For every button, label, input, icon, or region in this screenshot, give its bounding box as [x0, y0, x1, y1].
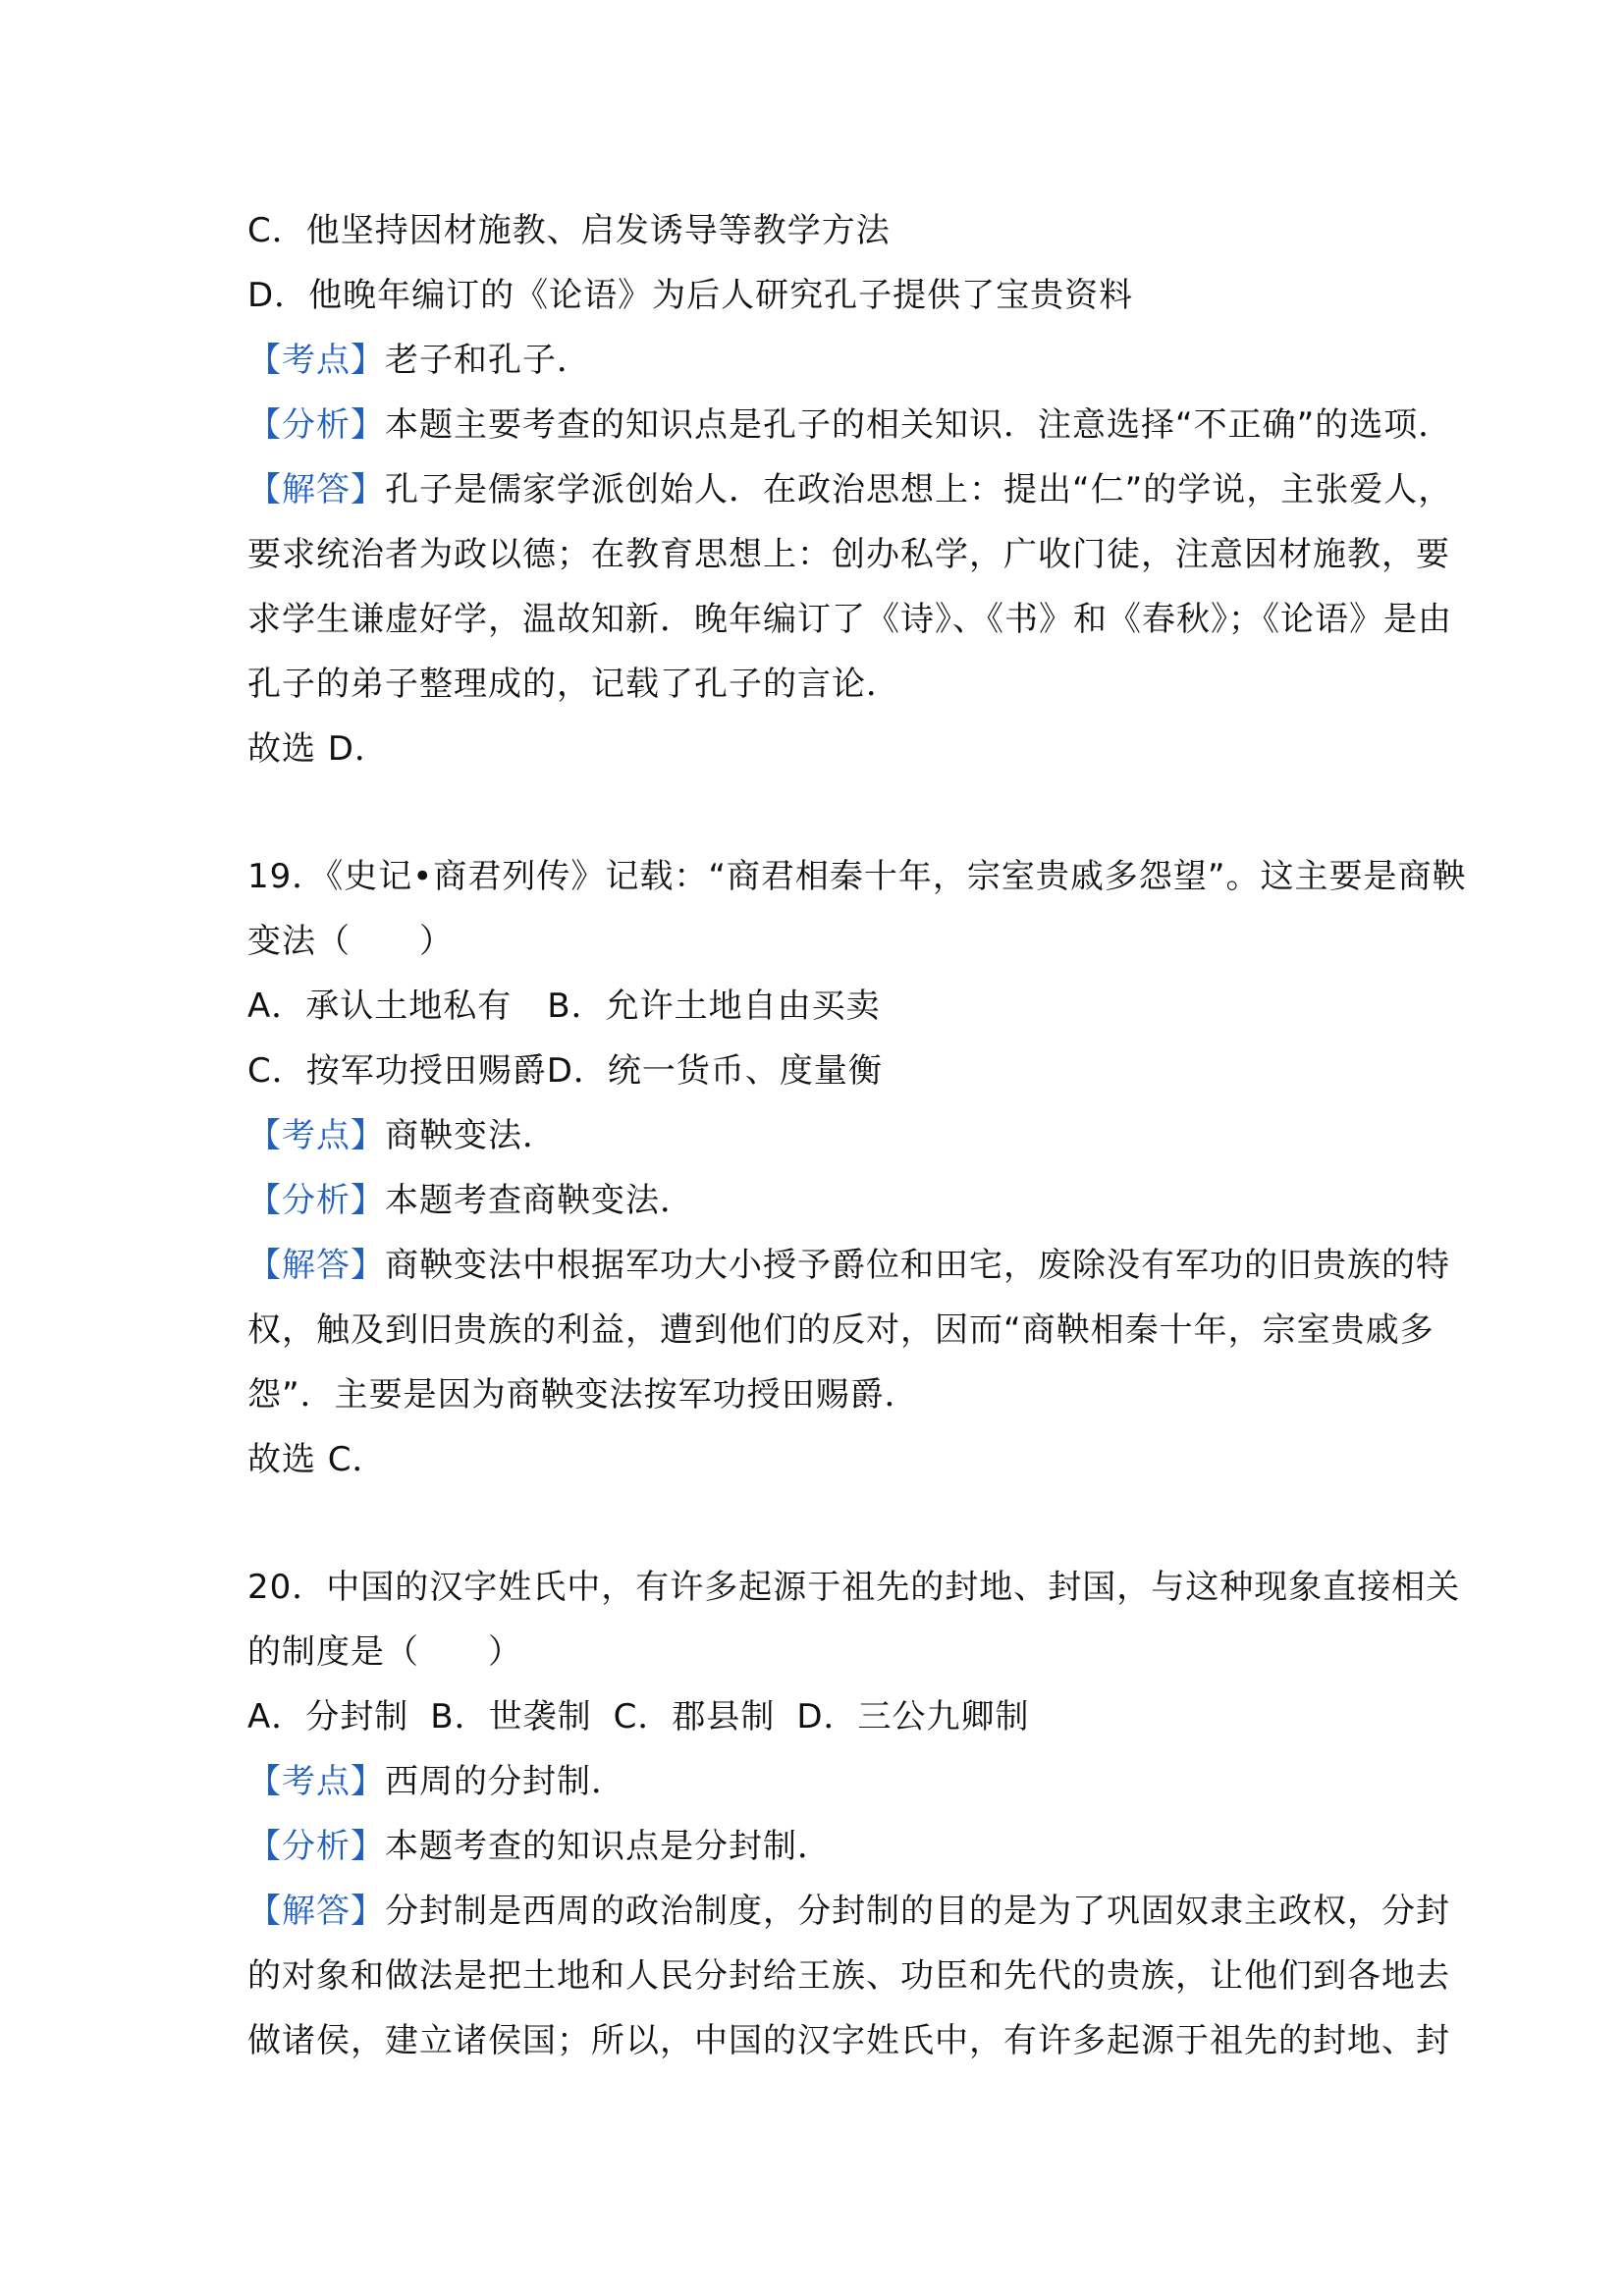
jieda-text: 孔子是儒家学派创始人．在政治思想上：提出“仁”的学说，主张爱人，: [385, 470, 1453, 509]
fenxi-tag: 【分析】: [247, 1827, 385, 1866]
fenxi-text: 本题主要考查的知识点是孔子的相关知识．注意选择“不正确”的选项．: [385, 405, 1453, 445]
q19-jieda-line-1: [247, 1236, 1450, 1301]
fenxi-text: 本题考查商鞅变法．: [385, 1181, 694, 1220]
q20-option-c: C．郡县制: [613, 1697, 776, 1736]
jieda-tag: 【解答】: [247, 470, 385, 509]
q19-option-c: C．按军功授田赐爵: [247, 1051, 547, 1091]
q20-option-a: A．分封制: [247, 1697, 409, 1736]
q20-stem-line-2: 的制度是（ ）: [247, 1632, 522, 1672]
q19-options-cd: [247, 1041, 1386, 1106]
q19-option-b: B．允许土地自由买卖: [547, 987, 881, 1026]
kaodian-tag: 【考点】: [247, 341, 385, 380]
prev-jieda-line-3: 求学生谦虚好学，温故知新．晚年编订了《诗》、《书》和《春秋》；《论语》是由: [247, 600, 1452, 639]
prev-option-d: D．他晚年编订的《论语》为后人研究孔子提供了宝贵资料: [247, 276, 1134, 315]
q20-stem-line-1: 20．中国的汉字姓氏中，有许多起源于祖先的封地、封国，与这种现象直接相关: [247, 1568, 1461, 1607]
jieda-tag: 【解答】: [247, 1246, 385, 1285]
q19-jieda-line-3: 怨”．主要是因为商鞅变法按军功授田赐爵．: [247, 1375, 919, 1415]
prev-fenxi-line: [247, 396, 1453, 460]
spacer: [247, 1495, 1386, 1558]
prev-kaodian-line: [247, 331, 1386, 396]
q19-options-ab: [247, 977, 1386, 1041]
fenxi-tag: 【分析】: [247, 405, 385, 445]
q19-option-a: A．承认土地私有: [247, 987, 513, 1026]
prev-answer: 故选 D．: [247, 729, 389, 769]
prev-jieda-line-4: 孔子的弟子整理成的，记载了孔子的言论．: [247, 665, 900, 704]
q19-answer: 故选 C．: [247, 1440, 387, 1479]
page-content: [247, 201, 1467, 2076]
fenxi-tag: 【分析】: [247, 1181, 385, 1220]
q19-stem-line-2: 变法（ ）: [247, 922, 454, 961]
q19-kaodian-line: [247, 1106, 1386, 1171]
q19-stem-line-1: 19．《史记•商君列传》记载：“商君相秦十年，宗室贵戚多怨望”。这主要是商鞅: [247, 857, 1467, 896]
jieda-tag: 【解答】: [247, 1892, 385, 1931]
prev-option-c: C．他坚持因材施教、启发诱导等教学方法: [247, 211, 891, 250]
q20-option-b: B．世袭制: [430, 1697, 592, 1736]
q20-options: [247, 1687, 1386, 1752]
q19-fenxi-line: [247, 1171, 1386, 1236]
q20-jieda-line-2: 的对象和做法是把土地和人民分封给王族、功臣和先代的贵族，让他们到各地去: [247, 1956, 1450, 1996]
kaodian-text: 西周的分封制．: [385, 1762, 625, 1801]
spacer: [247, 784, 1386, 847]
kaodian-text: 老子和孔子．: [385, 341, 591, 380]
q19-option-d: D．统一货币、度量衡: [546, 1051, 883, 1091]
kaodian-tag: 【考点】: [247, 1116, 385, 1155]
q20-fenxi-line: [247, 1817, 1386, 1882]
kaodian-text: 商鞅变法．: [385, 1116, 557, 1155]
fenxi-text: 本题考查的知识点是分封制．: [385, 1827, 832, 1866]
jieda-text: 商鞅变法中根据军功大小授予爵位和田宅，废除没有军功的旧贵族的特: [385, 1246, 1450, 1285]
prev-jieda-line-1: [247, 460, 1453, 525]
jieda-text: 分封制是西周的政治制度，分封制的目的是为了巩固奴隶主政权，分封: [385, 1892, 1450, 1931]
kaodian-tag: 【考点】: [247, 1762, 385, 1801]
prev-jieda-line-2: 要求统治者为政以德；在教育思想上：创办私学，广收门徒，注意因材施教，要: [247, 535, 1450, 574]
q20-jieda-line-3: 做诸侯，建立诸侯国；所以，中国的汉字姓氏中，有许多起源于祖先的封地、封: [247, 2021, 1450, 2060]
q19-jieda-line-2: 权，触及到旧贵族的利益，遭到他们的反对，因而“商鞅相秦十年，宗室贵戚多: [247, 1310, 1435, 1350]
q20-option-d: D．三公九卿制: [796, 1697, 1030, 1736]
q20-jieda-line-1: [247, 1882, 1450, 1947]
q20-kaodian-line: [247, 1752, 1386, 1817]
